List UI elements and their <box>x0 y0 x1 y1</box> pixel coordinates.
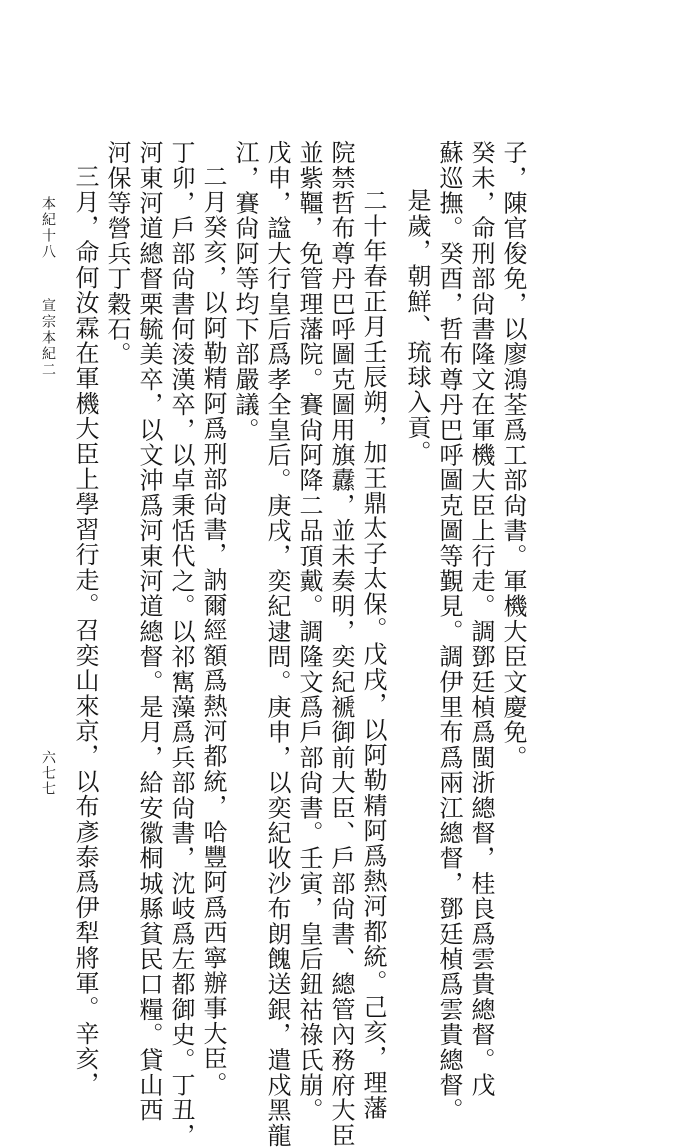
text-column: 三月，命何汝霖在軍機大臣上學習行走。召奕山來京，以布彥泰爲伊犁將軍。辛亥， <box>71 164 99 1097</box>
text-column: 江，賽尙阿等均下部嚴議。 <box>231 140 259 443</box>
text-column: 河東河道總督栗毓美卒，以文沖爲河東河道總督。是月，給安徽桐城縣貧民口糧。貸山西 <box>135 140 163 1123</box>
text-column: 蘇巡撫。癸酉，哲布尊丹巴呼圖克圖等覲見。調伊里布爲兩江總督，鄧廷楨爲雲貴總督。 <box>435 140 463 1123</box>
text-column: 丁卯，戶部尙書何淩漢卒，以卓秉恬代之。以祁寯藻爲兵部尙書，沈岐爲左都御史。丁丑， <box>167 140 195 1148</box>
page-number: 六七七 <box>40 750 56 798</box>
text-column: 子，陳官俊免，以廖鴻荃爲工部尙書。軍機大臣文慶免。 <box>499 140 527 770</box>
text-column: 是歲，朝鮮、琉球入貢。 <box>403 188 431 466</box>
text-column: 戊申，諡大行皇后爲孝全皇后。庚戌，奕紀逮問。庚申，以奕紀收沙布朗餽送銀，遣戍黑龍 <box>263 140 291 1148</box>
text-column: 河保等營兵丁穀石。 <box>103 140 131 367</box>
text-column: 院禁哲布尊丹巴呼圖克圖用旗纛，並未奏明，奕紀褫御前大臣、戶部尙書、總管內務府大臣 <box>327 140 355 1148</box>
text-column: 並紫韁，免管理藩院。賽尙阿降二品頂戴。調隆文爲戶部尙書。壬寅，皇后鈕祜祿氏崩。 <box>295 140 323 1123</box>
text-column: 癸未，命刑部尙書隆文在軍機大臣上行走。調鄧廷楨爲閩浙總督，桂良爲雲貴總督。戊 <box>467 140 495 1098</box>
chapter-footer-left: 宣宗本紀二 <box>40 298 56 379</box>
chapter-footer-right: 本紀十八 <box>40 196 56 261</box>
text-column: 二十年春正月壬辰朔，加王鼎太子太保。戊戌，以阿勒精阿爲熱河都統。己亥，理藩 <box>359 188 387 1121</box>
text-column: 二月癸亥，以阿勒精阿爲刑部尙書，訥爾經額爲熱河都統，哈豐阿爲西寧辦事大臣。 <box>199 164 227 1097</box>
